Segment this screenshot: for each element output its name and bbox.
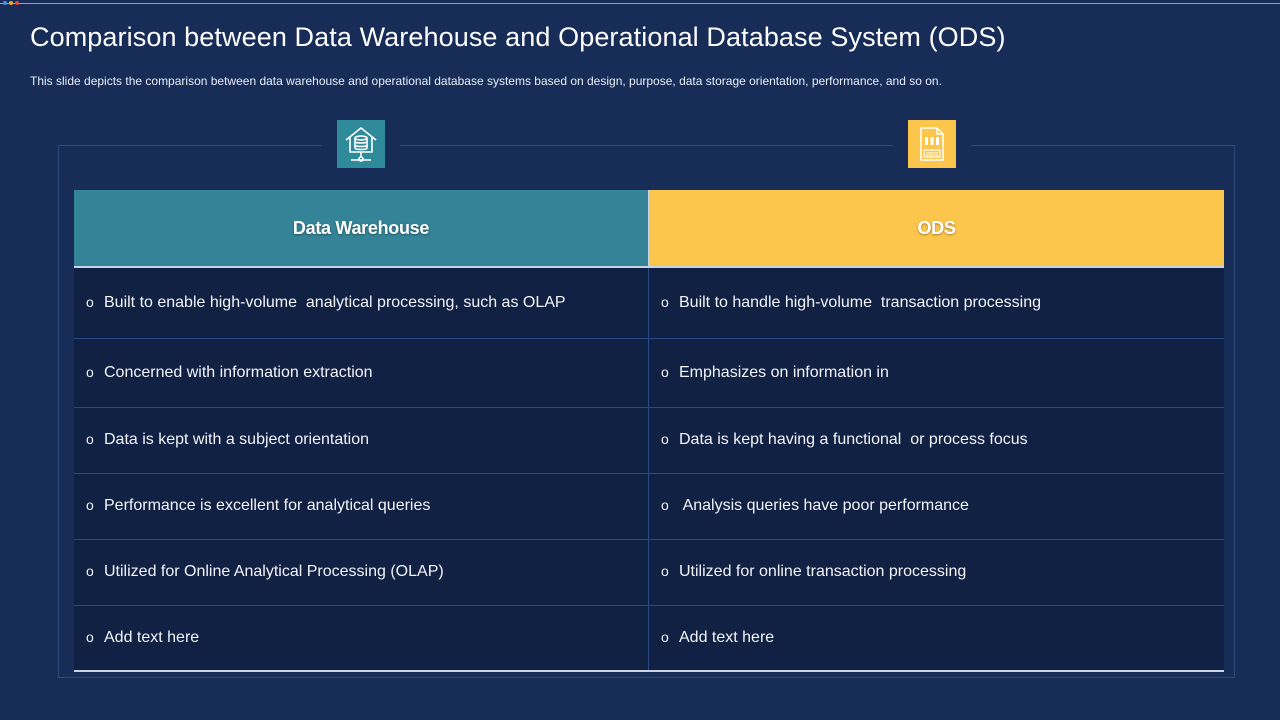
ods-cell: [649, 473, 1225, 539]
cell-text: Concerned with information extraction: [104, 363, 373, 381]
cell-text: Utilized for Online Analytical Processing (OLAP): [104, 563, 444, 580]
bullet-icon: o: [86, 293, 94, 310]
cell-text: Data is kept with a subject orientation: [104, 431, 370, 448]
ods-cell: [649, 539, 1225, 605]
table-row: [74, 539, 1224, 605]
window-dots: [3, 1, 19, 5]
database-house-icon: [343, 125, 379, 163]
table-row: [74, 338, 1224, 407]
ods-icon-box: [908, 120, 956, 168]
cell-text: Add text here: [104, 628, 200, 646]
cell-text: Built to enable high-volume analytical processing, such as OLAP: [104, 293, 566, 311]
cell-text: Utilized for online transaction processing: [679, 563, 967, 580]
bullet-icon: o: [86, 628, 94, 645]
dot-orange: [9, 1, 13, 5]
data-warehouse-icon-box: [337, 120, 385, 168]
ods-icon-label: ODS: [926, 152, 938, 158]
ods-file-icon: [917, 126, 947, 162]
cell-text: Emphasizes on information in: [679, 363, 889, 381]
cell-text: Built to handle high-volume transaction processing: [679, 293, 1041, 311]
ods-cell: [649, 338, 1225, 407]
data-warehouse-cell: [74, 407, 649, 473]
dot-red: [15, 1, 19, 5]
bullet-icon: o: [661, 563, 669, 579]
data-warehouse-cell: [74, 267, 649, 338]
page-subtitle: This slide depicts the comparison between data warehouse and operational database systems based on design, purpose, data storage orientation, performance, and so on.: [30, 74, 942, 88]
table-header-row: [74, 190, 1224, 267]
bullet-icon: o: [86, 563, 94, 579]
cell-text: Analysis queries have poor performance: [679, 497, 969, 514]
cell-text: Add text here: [679, 628, 775, 646]
bullet-icon: o: [86, 497, 94, 513]
data-warehouse-header: Data Warehouse: [74, 190, 649, 267]
table-row: [74, 267, 1224, 338]
ods-cell: [649, 407, 1225, 473]
bullet-icon: o: [661, 363, 669, 380]
data-warehouse-cell: [74, 539, 649, 605]
table-row: [74, 407, 1224, 473]
cell-text: Data is kept having a functional or process focus: [679, 431, 1028, 448]
bullet-icon: o: [86, 363, 94, 380]
page-title: Comparison between Data Warehouse and Operational Database System (ODS): [30, 22, 1006, 52]
bullet-icon: o: [661, 628, 669, 645]
data-warehouse-cell: [74, 338, 649, 407]
top-rule: [0, 3, 1280, 4]
data-warehouse-cell: [74, 605, 649, 671]
bullet-icon: o: [86, 431, 94, 447]
bullet-icon: o: [661, 293, 669, 310]
table-row: [74, 605, 1224, 671]
ods-cell: [649, 605, 1225, 671]
bullet-icon: o: [661, 431, 669, 447]
dot-blue: [3, 1, 7, 5]
table-row: [74, 473, 1224, 539]
data-warehouse-cell: [74, 473, 649, 539]
bullet-icon: o: [661, 497, 669, 513]
cell-text: Performance is excellent for analytical queries: [104, 497, 431, 514]
comparison-table: [74, 190, 1224, 672]
ods-header: ODS: [649, 190, 1225, 267]
ods-cell: [649, 267, 1225, 338]
